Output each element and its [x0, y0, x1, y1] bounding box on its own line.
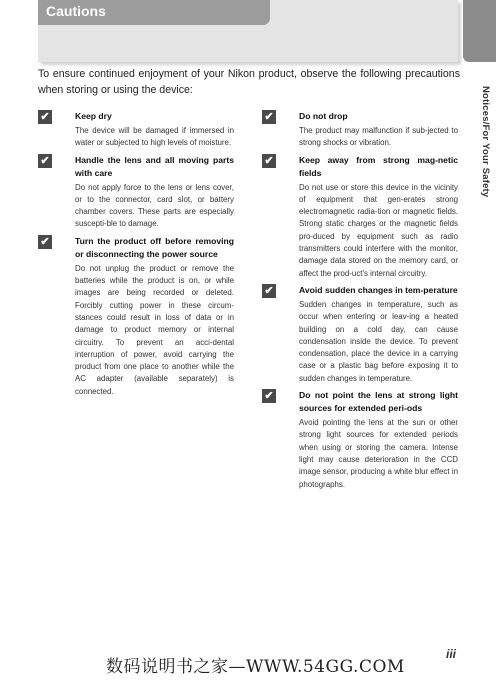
- caution-item: [38, 154, 234, 231]
- caution-item: [38, 235, 234, 398]
- page-number: iii: [446, 647, 457, 661]
- caution-body: Do not unplug the product or remove the batteries while the product is on, or while images are being recorded or deleted. Forcibly cutting power in these circum-stances could result in loss of data or in damage to product memory or internal circuitry. To prevent an acci-dental interruption of power, avoid carrying the product from one place to another while the AC adapter (available separately) is connected.: [75, 263, 234, 396]
- right-column: [262, 110, 458, 495]
- caution-title: Do not point the lens at strong light sources for extended peri-ods: [299, 390, 458, 414]
- watermark: 数码说明书之家—WWW.54GG.COM: [106, 657, 405, 677]
- caution-item: [38, 110, 234, 150]
- checkmark-icon: ✔: [38, 110, 52, 124]
- caution-body: The product may malfunction if sub-jected to strong shocks or vibration.: [299, 126, 458, 148]
- caution-item: [262, 389, 458, 491]
- caution-body: Do not use or store this device in the vicinity of equipment that gen-erates strong electromagnetic radia-tion or magnetic fields. Strong static charges or the magnetic fields pro-duced by equipment such as radio transmitters could interfere with the monitor, damage data stored on the memory card, or affect the prod-uct's internal circuitry.: [299, 182, 458, 278]
- left-column: [38, 110, 234, 402]
- checkmark-icon: ✔: [262, 284, 276, 298]
- caution-title: Handle the lens and all moving parts with care: [75, 154, 234, 178]
- caution-title: Keep away from strong mag-netic fields: [299, 154, 458, 178]
- checkmark-icon: ✔: [262, 110, 276, 124]
- checkmark-icon: ✔: [262, 389, 276, 403]
- caution-body: Sudden changes in temperature, such as occur when entering or leav-ing a heated building on a cold day, can cause condensation inside the device. To prevent condensation, place the device in a carrying case or a plastic bag before exposing it to sudden changes in temperature.: [299, 299, 458, 383]
- caution-title: Do not drop: [299, 111, 348, 121]
- caution-item: [262, 110, 458, 150]
- intro-text: To ensure continued enjoyment of your Nikon product, observe the following precautions when storing or using the device:: [38, 68, 460, 96]
- caution-title: Turn the product off before removing or disconnecting the power source: [75, 235, 234, 259]
- section-title-tab: [38, 0, 270, 25]
- caution-body: The device will be damaged if immersed in water or subjected to high levels of moisture.: [75, 126, 234, 148]
- checkmark-icon: ✔: [38, 235, 52, 249]
- side-tab: [463, 0, 496, 62]
- section-title: Cautions: [46, 3, 106, 19]
- checkmark-icon: ✔: [38, 154, 52, 168]
- caution-item: [262, 154, 458, 280]
- caution-title: Keep dry: [75, 111, 112, 121]
- side-tab-label: Notices/For Your Safety: [480, 86, 491, 198]
- caution-title: Avoid sudden changes in tem-perature: [299, 284, 458, 295]
- caution-body: Do not apply force to the lens or lens cover, or to the connector, card slot, or battery chamber covers. These parts are especially suscepti-ble to damage.: [75, 182, 234, 229]
- checkmark-icon: ✔: [262, 154, 276, 168]
- caution-item: [262, 284, 458, 385]
- caution-body: Avoid pointing the lens at the sun or other strong light sources for extended periods when using or storing the camera. Intense light may cause deterioration in the CCD image sensor, producing a white blur effect in photographs.: [299, 418, 458, 489]
